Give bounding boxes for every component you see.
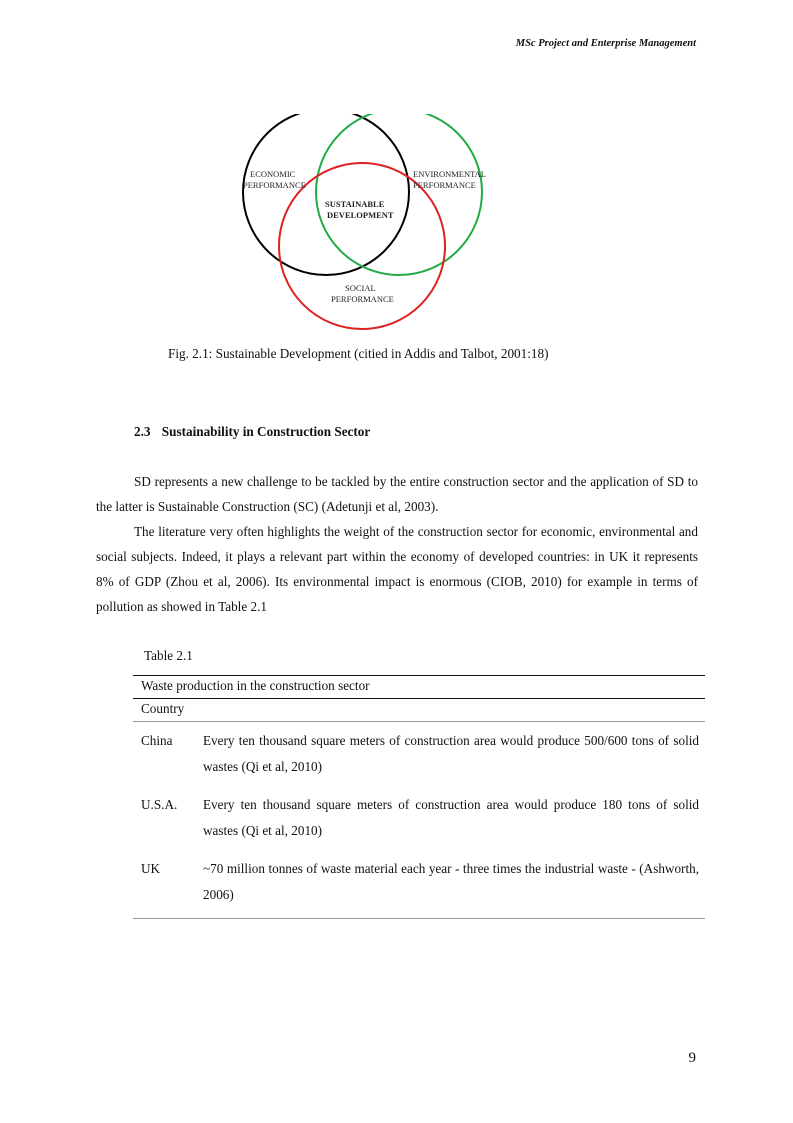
social-label-line1: SOCIAL bbox=[345, 283, 376, 293]
economic-circle bbox=[243, 114, 409, 275]
section-heading bbox=[134, 424, 370, 440]
economic-label-line2: PERFORMANCE bbox=[243, 180, 306, 190]
environmental-label-line1: ENVIRONMENTAL bbox=[413, 169, 486, 179]
table-row bbox=[133, 728, 705, 780]
paragraph: SD represents a new challenge to be tackled by the entire construction sector and the application of SD to the latter is Sustainable Construction (SC) (Adetunji et al, 2003). bbox=[96, 474, 698, 514]
table-row bbox=[133, 856, 705, 908]
table-column-header: Country bbox=[133, 699, 705, 722]
running-header: MSc Project and Enterprise Management bbox=[515, 38, 696, 49]
economic-label-line1: ECONOMIC bbox=[250, 169, 296, 179]
waste-table bbox=[133, 675, 705, 919]
paragraph-2-block bbox=[96, 519, 698, 619]
table-cell-description: Every ten thousand square meters of construction area would produce 500/600 tons of solid wastes (Qi et al, 2010) bbox=[203, 733, 699, 774]
section-title: Sustainability in Construction Sector bbox=[161, 424, 371, 439]
table-label: Table 2.1 bbox=[144, 648, 193, 663]
environmental-label-line2: PERFORMANCE bbox=[413, 180, 476, 190]
paragraph-1-block bbox=[96, 469, 698, 519]
table-cell-description: ~70 million tonnes of waste material each year - three times the industrial waste - (Ashworth, 2006) bbox=[203, 861, 699, 902]
venn-diagram bbox=[235, 114, 505, 334]
sustainable-label-line1: SUSTAINABLE bbox=[325, 199, 385, 209]
section-number: 2.3 bbox=[134, 424, 151, 439]
table-body bbox=[133, 722, 705, 919]
figure-caption: Fig. 2.1: Sustainable Development (citied in Addis and Talbot, 2001:18) bbox=[168, 346, 549, 361]
table-cell-country: U.S.A. bbox=[141, 797, 178, 812]
table-cell-country: China bbox=[141, 733, 173, 748]
page-number: 9 bbox=[688, 1050, 696, 1066]
table-row bbox=[133, 792, 705, 844]
table-cell-description: Every ten thousand square meters of construction area would produce 180 tons of solid wastes (Qi et al, 2010) bbox=[203, 797, 699, 838]
table-cell-country: UK bbox=[141, 861, 161, 876]
sustainable-label-line2: DEVELOPMENT bbox=[327, 210, 394, 220]
table-title: Waste production in the construction sector bbox=[133, 675, 705, 699]
environmental-circle bbox=[316, 114, 482, 275]
paragraph: The literature very often highlights the weight of the construction sector for economic, environmental and social subjects. Indeed, it plays a relevant part within the economy of developed countries: in UK it represents 8% of GDP (Zhou et al, 2006). Its environmental impact is enormous (CIOB, 2010) for example in terms of pollution as showed in Table 2.1 bbox=[96, 524, 698, 614]
social-label-line2: PERFORMANCE bbox=[331, 294, 394, 304]
